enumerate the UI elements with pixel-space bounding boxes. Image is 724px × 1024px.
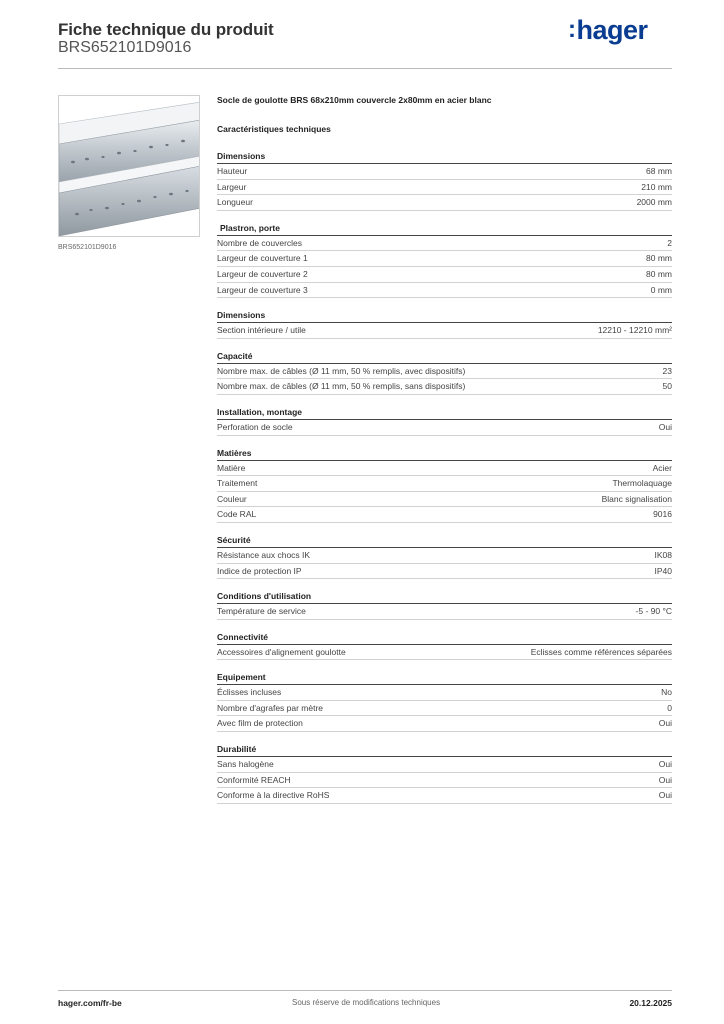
spec-row bbox=[217, 476, 672, 492]
spec-label: Couleur bbox=[217, 493, 247, 504]
spec-value: 2 bbox=[667, 237, 672, 248]
spec-section bbox=[217, 631, 672, 661]
section-title: Dimensions bbox=[217, 150, 672, 164]
spec-label: Largeur de couverture 1 bbox=[217, 253, 308, 264]
spec-row bbox=[217, 548, 672, 564]
spec-label: Perforation de socle bbox=[217, 421, 293, 432]
spec-label: Section intérieure / utile bbox=[217, 325, 306, 336]
spec-row bbox=[217, 283, 672, 299]
spec-label: Nombre max. de câbles (Ø 11 mm, 50 % remplis, sans dispositifs) bbox=[217, 381, 466, 392]
spec-value: IP40 bbox=[654, 565, 672, 576]
logo-text: hager bbox=[576, 15, 648, 45]
spec-value: Blanc signalisation bbox=[601, 493, 672, 504]
characteristics-heading: Caractéristiques techniques bbox=[217, 124, 331, 134]
spec-value: Oui bbox=[658, 718, 672, 729]
spec-label: Sans halogène bbox=[217, 759, 274, 770]
footer-date: 20.12.2025 bbox=[629, 998, 672, 1008]
spec-label: Éclisses incluses bbox=[217, 687, 282, 698]
spec-label: Traitement bbox=[217, 478, 258, 489]
spec-row bbox=[217, 180, 672, 196]
spec-label: Conformité REACH bbox=[217, 774, 291, 785]
spec-label: Nombre max. de câbles (Ø 11 mm, 50 % remplis, avec dispositifs) bbox=[217, 365, 466, 376]
spec-section bbox=[217, 743, 672, 804]
spec-row bbox=[217, 645, 672, 661]
spec-row bbox=[217, 323, 672, 339]
spec-value: 12210 - 12210 mm² bbox=[597, 325, 672, 336]
section-title: Installation, montage bbox=[217, 406, 672, 420]
spec-section bbox=[217, 671, 672, 732]
spec-label: Largeur bbox=[217, 181, 247, 192]
spec-sections bbox=[217, 150, 672, 804]
spec-row bbox=[217, 716, 672, 732]
spec-row bbox=[217, 788, 672, 804]
section-title: Equipement bbox=[217, 671, 672, 685]
spec-value: No bbox=[661, 687, 672, 698]
spec-section bbox=[217, 447, 672, 523]
section-title: Dimensions bbox=[217, 309, 672, 323]
section-title: Conditions d'utilisation bbox=[217, 590, 672, 604]
spec-label: Avec film de protection bbox=[217, 718, 303, 729]
spec-label: Largeur de couverture 2 bbox=[217, 268, 308, 279]
spec-label: Indice de protection IP bbox=[217, 565, 302, 576]
spec-section bbox=[217, 590, 672, 620]
section-title: Durabilité bbox=[217, 743, 672, 757]
spec-value: Oui bbox=[658, 421, 672, 432]
product-specs bbox=[217, 95, 672, 815]
spec-label: Nombre d'agrafes par mètre bbox=[217, 702, 324, 713]
footer-disclaimer: Sous réserve de modifications techniques bbox=[292, 998, 441, 1007]
spec-value: Oui bbox=[658, 790, 672, 801]
section-title: Connectivité bbox=[217, 631, 672, 645]
spec-section bbox=[217, 534, 672, 579]
spec-value: Oui bbox=[658, 774, 672, 785]
image-caption: BRS652101D9016 bbox=[58, 244, 117, 251]
footer-website[interactable]: hager.com/fr-be bbox=[58, 998, 122, 1008]
spec-row bbox=[217, 604, 672, 620]
page-title: Fiche technique du produit bbox=[58, 20, 274, 39]
spec-value: 0 bbox=[667, 702, 672, 713]
spec-value: 50 bbox=[662, 381, 672, 392]
spec-row bbox=[217, 492, 672, 508]
spec-value: 80 mm bbox=[646, 268, 672, 279]
spec-value: Oui bbox=[658, 759, 672, 770]
spec-section bbox=[217, 309, 672, 339]
spec-value: 68 mm bbox=[646, 166, 672, 176]
footer-divider bbox=[58, 990, 672, 991]
spec-label: Matière bbox=[217, 462, 246, 473]
hager-logo bbox=[568, 15, 648, 46]
spec-row bbox=[217, 773, 672, 789]
section-title: Matières bbox=[217, 447, 672, 461]
spec-row bbox=[217, 685, 672, 701]
logo-colon-icon: : bbox=[568, 16, 576, 43]
spec-row bbox=[217, 757, 672, 773]
spec-label: Accessoires d'alignement goulotte bbox=[217, 646, 346, 657]
spec-value: 0 mm bbox=[650, 284, 672, 295]
spec-value: 9016 bbox=[653, 509, 672, 520]
section-title: Sécurité bbox=[217, 534, 672, 548]
spec-row bbox=[217, 420, 672, 436]
spec-label: Largeur de couverture 3 bbox=[217, 284, 308, 295]
spec-label: Hauteur bbox=[217, 166, 248, 176]
product-image bbox=[58, 95, 200, 237]
spec-row bbox=[217, 564, 672, 580]
spec-value: 80 mm bbox=[646, 253, 672, 264]
spec-section bbox=[217, 150, 672, 211]
product-reference: BRS652101D9016 bbox=[58, 39, 192, 56]
section-title: Capacité bbox=[217, 350, 672, 364]
spec-row bbox=[217, 195, 672, 211]
spec-row bbox=[217, 701, 672, 717]
spec-row bbox=[217, 236, 672, 252]
header-divider bbox=[58, 68, 672, 69]
spec-value: IK08 bbox=[654, 549, 672, 560]
spec-value: -5 - 90 °C bbox=[635, 606, 672, 617]
spec-value: 2000 mm bbox=[636, 197, 672, 208]
spec-row bbox=[217, 364, 672, 380]
spec-section bbox=[217, 222, 672, 298]
spec-row bbox=[217, 164, 672, 180]
spec-label: Conforme à la directive RoHS bbox=[217, 790, 330, 801]
spec-label: Nombre de couvercles bbox=[217, 237, 303, 248]
spec-row bbox=[217, 251, 672, 267]
spec-section bbox=[217, 350, 672, 395]
spec-row bbox=[217, 461, 672, 477]
spec-section bbox=[217, 406, 672, 436]
cable-trunking-illustration bbox=[59, 96, 200, 237]
spec-label: Résistance aux chocs IK bbox=[217, 549, 311, 560]
section-title: Plastron, porte bbox=[217, 222, 672, 236]
product-description: Socle de goulotte BRS 68x210mm couvercle 2x80mm en acier blanc bbox=[217, 95, 492, 105]
spec-value: 210 mm bbox=[641, 181, 672, 192]
spec-value: Acier bbox=[652, 462, 672, 473]
spec-value: Eclisses comme références séparées bbox=[530, 646, 672, 657]
spec-value: Thermolaquage bbox=[612, 478, 672, 489]
spec-row bbox=[217, 379, 672, 395]
spec-row bbox=[217, 267, 672, 283]
spec-value: 23 bbox=[662, 365, 672, 376]
spec-row bbox=[217, 507, 672, 523]
spec-label: Température de service bbox=[217, 606, 306, 617]
spec-label: Code RAL bbox=[217, 509, 257, 520]
spec-label: Longueur bbox=[217, 197, 253, 208]
